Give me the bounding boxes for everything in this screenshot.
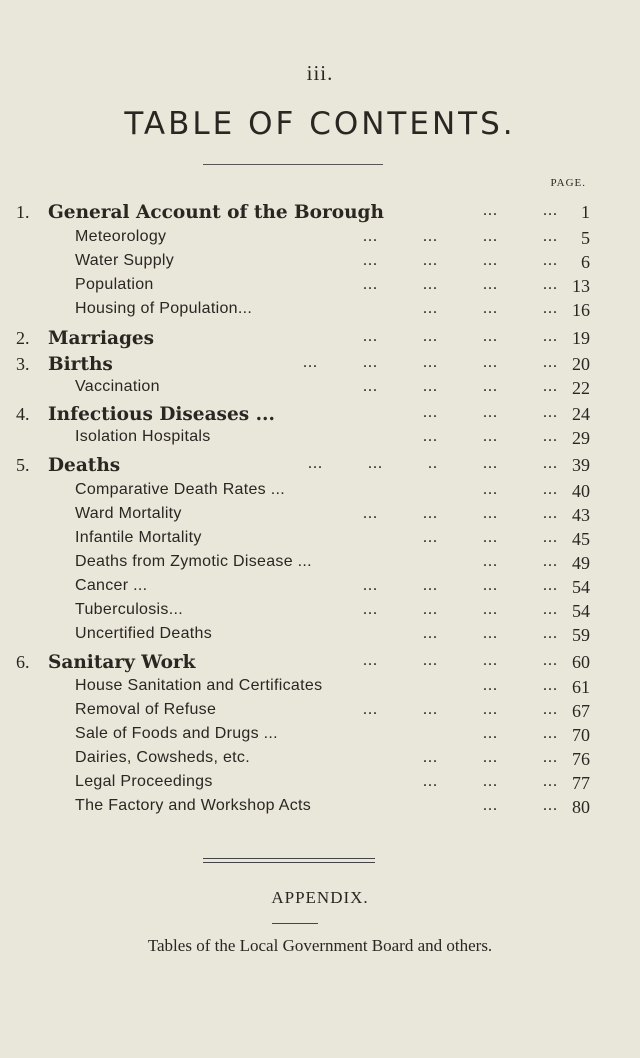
toc-entry	[0, 481, 640, 507]
toc-entry	[0, 328, 640, 354]
toc-entry	[0, 252, 640, 278]
toc-entry	[0, 300, 640, 326]
page-reference: 67	[572, 701, 590, 721]
toc-entry	[0, 677, 640, 703]
section-number: 2.	[16, 328, 30, 348]
toc-entry	[0, 354, 640, 380]
appendix-text: Tables of the Local Government Board and others.	[147, 936, 493, 955]
toc-entry	[0, 625, 640, 651]
section-number: 6.	[16, 652, 30, 672]
subsection-title: Tuberculosis...	[75, 601, 183, 618]
section-title: Sanitary Work	[48, 652, 196, 673]
page-reference: 54	[572, 577, 590, 597]
subsection-title: Vaccination	[75, 378, 160, 395]
leader-dots: ... ... ... ...	[363, 577, 558, 594]
toc-entry	[0, 725, 640, 751]
leader-dots: ... ...	[483, 677, 558, 694]
leader-dots: ... ... ... ...	[363, 701, 558, 718]
subsection-title: Cancer ...	[75, 577, 148, 594]
leader-dots: ... ... ...	[423, 749, 558, 766]
subsection-title: Water Supply	[75, 252, 175, 269]
page-title: TABLE OF CONTENTS.	[124, 106, 516, 142]
toc-entry	[0, 652, 640, 678]
page-reference: 76	[572, 749, 590, 769]
leader-dots: ... ... ... ...	[363, 276, 558, 293]
toc-entry	[0, 404, 640, 430]
leader-dots: ... ... ...	[423, 404, 558, 421]
subsection-title: Removal of Refuse	[75, 701, 217, 718]
section-number: 1.	[16, 202, 30, 222]
toc-entry	[0, 276, 640, 302]
page-reference: 43	[572, 505, 590, 525]
subsection-title: Housing of Population...	[75, 300, 253, 317]
leader-dots: ... ... ... ...	[363, 228, 558, 245]
subsection-title: Infantile Mortality	[75, 529, 202, 546]
subsection-title: Dairies, Cowsheds, etc.	[75, 749, 250, 766]
toc-entry	[0, 701, 640, 727]
appendix-divider	[272, 923, 318, 924]
toc-entry	[0, 529, 640, 555]
leader-dots: ... ...	[483, 797, 558, 814]
leader-dots: ... ...	[483, 725, 558, 742]
page-reference: 39	[572, 455, 590, 475]
page-reference: 24	[572, 404, 590, 424]
page-reference: 1	[581, 202, 590, 222]
section-title: Infectious Diseases ...	[48, 404, 275, 425]
toc-entry	[0, 601, 640, 627]
page-reference: 59	[572, 625, 590, 645]
leader-dots: ... ... ...	[423, 428, 558, 445]
leader-dots: ... ... ... ...	[363, 601, 558, 618]
page-reference: 49	[572, 553, 590, 573]
subsection-title: Uncertified Deaths	[75, 625, 213, 642]
page-number: iii.	[306, 61, 334, 85]
page-reference: 61	[572, 677, 590, 697]
page-reference: 54	[572, 601, 590, 621]
page-reference: 13	[572, 276, 590, 296]
subsection-title: The Factory and Workshop Acts	[75, 797, 312, 814]
leader-dots: ... ...	[483, 553, 558, 570]
top-divider	[203, 164, 383, 165]
toc-entry	[0, 797, 640, 823]
leader-dots: ... ... ... ...	[363, 328, 558, 345]
leader-dots: ... ...	[483, 481, 558, 498]
subsection-title: Population	[75, 276, 154, 293]
leader-dots: ... ... ...	[423, 300, 558, 317]
section-title: General Account of the Borough	[48, 202, 384, 223]
toc-entry	[0, 378, 640, 404]
page-reference: 77	[572, 773, 590, 793]
leader-dots: ... ... ... ... ...	[303, 354, 558, 371]
page-reference: 80	[572, 797, 590, 817]
section-number: 3.	[16, 354, 30, 374]
bottom-divider	[203, 858, 375, 863]
section-title: Marriages	[48, 328, 155, 349]
toc-entry	[0, 773, 640, 799]
subsection-title: House Sanitation and Certificates	[75, 677, 323, 694]
leader-dots: ... ... ...	[423, 625, 558, 642]
leader-dots: ... ... ... ...	[363, 652, 558, 669]
appendix-heading: APPENDIX.	[271, 888, 369, 907]
subsection-title: Sale of Foods and Drugs ...	[75, 725, 278, 742]
toc-entry	[0, 202, 640, 228]
leader-dots: ... ... ... ...	[363, 252, 558, 269]
subsection-title: Legal Proceedings	[75, 773, 213, 790]
page-reference: 16	[572, 300, 590, 320]
subsection-title: Deaths from Zymotic Disease ...	[75, 553, 312, 570]
leader-dots: ... ...	[483, 202, 558, 219]
leader-dots: ... ... ...	[423, 529, 558, 546]
leader-dots: ... ... ... ...	[363, 505, 558, 522]
leader-dots: ... ... ...	[423, 773, 558, 790]
subsection-title: Comparative Death Rates ...	[75, 481, 285, 498]
page-reference: 70	[572, 725, 590, 745]
toc-entry	[0, 749, 640, 775]
toc-entry	[0, 577, 640, 603]
section-title: Deaths	[48, 455, 121, 476]
toc-entry	[0, 228, 640, 254]
toc-entry	[0, 505, 640, 531]
page-reference: 5	[581, 228, 590, 248]
subsection-title: Ward Mortality	[75, 505, 182, 522]
page-reference: 20	[572, 354, 590, 374]
section-number: 4.	[16, 404, 30, 424]
page-reference: 19	[572, 328, 590, 348]
leader-dots: ... ... .. ... ...	[308, 455, 558, 472]
toc-entry	[0, 428, 640, 454]
toc-entry	[0, 553, 640, 579]
subsection-title: Meteorology	[75, 228, 167, 245]
page-reference: 60	[572, 652, 590, 672]
page-reference: 6	[581, 252, 590, 272]
page-reference: 22	[572, 378, 590, 398]
page-reference: 45	[572, 529, 590, 549]
section-title: Births	[48, 354, 113, 375]
page-column-heading: PAGE.	[550, 177, 586, 189]
section-number: 5.	[16, 455, 30, 475]
toc-entry	[0, 455, 640, 481]
page-reference: 40	[572, 481, 590, 501]
leader-dots: ... ... ... ...	[363, 378, 558, 395]
subsection-title: Isolation Hospitals	[75, 428, 211, 445]
page-reference: 29	[572, 428, 590, 448]
